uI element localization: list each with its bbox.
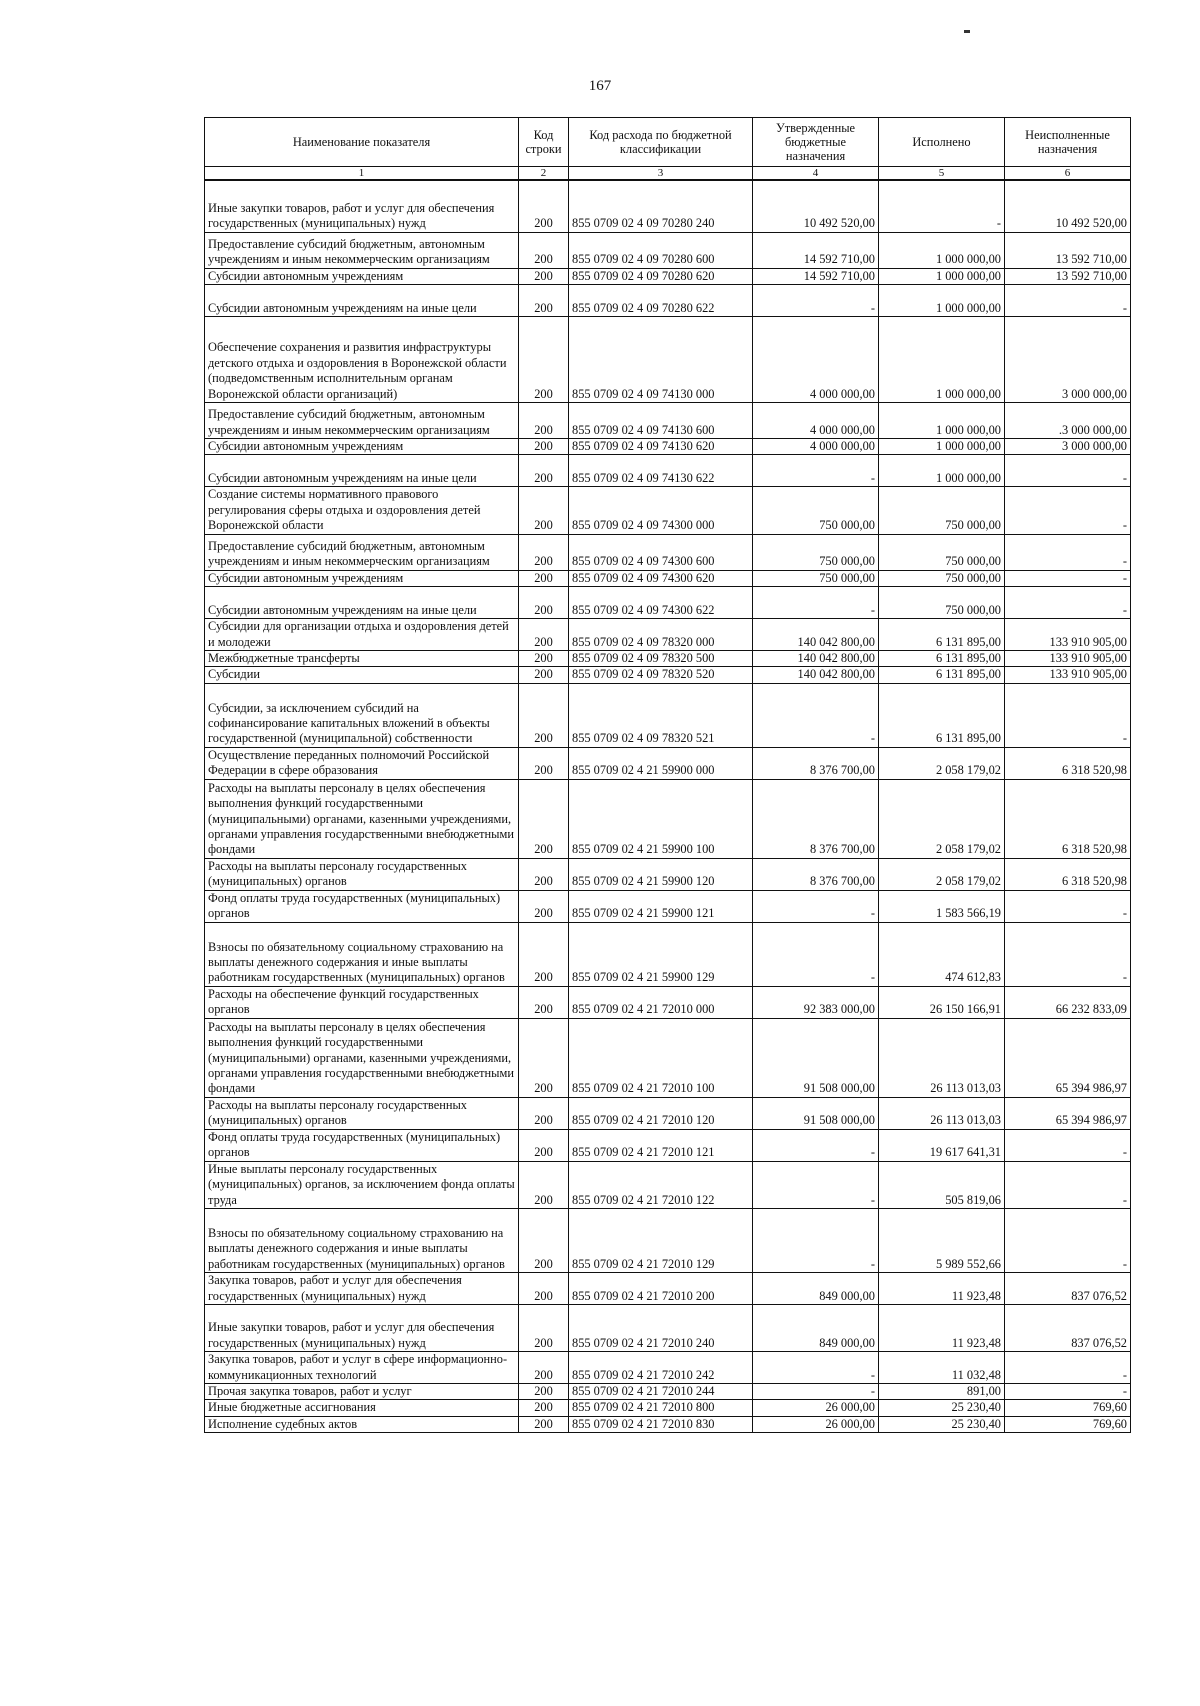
- table-row: [205, 747, 1131, 779]
- table-row: [205, 1400, 1131, 1416]
- row-executed: 25 230,40: [879, 1416, 1005, 1432]
- column-number: 4: [753, 167, 879, 181]
- table-row: [205, 316, 1131, 402]
- row-executed: 1 583 566,19: [879, 890, 1005, 922]
- row-executed: 26 113 013,03: [879, 1097, 1005, 1129]
- scan-mark: [964, 30, 970, 33]
- row-budget-code: 855 0709 02 4 09 74300 000: [569, 487, 753, 534]
- row-line-code: 200: [519, 779, 569, 858]
- row-budget-code: 855 0709 02 4 09 74300 622: [569, 586, 753, 618]
- table-row: [205, 402, 1131, 438]
- row-line-code: 200: [519, 986, 569, 1018]
- row-line-code: 200: [519, 438, 569, 454]
- header-approved: Утвержденные бюджетные назначения: [753, 118, 879, 167]
- row-name: Прочая закупка товаров, работ и услуг: [205, 1383, 519, 1399]
- row-line-code: 200: [519, 1208, 569, 1272]
- table-row: [205, 1208, 1131, 1272]
- row-budget-code: 855 0709 02 4 09 78320 500: [569, 650, 753, 666]
- row-unexecuted: -: [1005, 586, 1131, 618]
- row-line-code: 200: [519, 180, 569, 232]
- row-approved: -: [753, 922, 879, 986]
- row-budget-code: 855 0709 02 4 09 74130 620: [569, 438, 753, 454]
- row-unexecuted: 65 394 986,97: [1005, 1097, 1131, 1129]
- row-unexecuted: -: [1005, 1129, 1131, 1161]
- row-name: Субсидии автономным учреждениям на иные цели: [205, 455, 519, 487]
- row-unexecuted: -: [1005, 890, 1131, 922]
- row-budget-code: 855 0709 02 4 09 78320 521: [569, 683, 753, 747]
- row-name: Предоставление субсидий бюджетным, автономным учреждениям и иным некоммерческим организациям: [205, 534, 519, 570]
- row-budget-code: 855 0709 02 4 21 72010 100: [569, 1018, 753, 1097]
- row-line-code: 200: [519, 922, 569, 986]
- row-name: Иные выплаты персоналу государственных (муниципальных) органов, за исключением фонда оплаты труда: [205, 1161, 519, 1208]
- row-budget-code: 855 0709 02 4 09 70280 240: [569, 180, 753, 232]
- table-row: [205, 1383, 1131, 1399]
- table-row: [205, 779, 1131, 858]
- row-executed: 1 000 000,00: [879, 284, 1005, 316]
- row-unexecuted: 66 232 833,09: [1005, 986, 1131, 1018]
- row-budget-code: 855 0709 02 4 21 72010 242: [569, 1351, 753, 1383]
- row-line-code: 200: [519, 1416, 569, 1432]
- row-budget-code: 855 0709 02 4 21 72010 120: [569, 1097, 753, 1129]
- row-executed: 1 000 000,00: [879, 316, 1005, 402]
- row-executed: 750 000,00: [879, 570, 1005, 586]
- row-line-code: 200: [519, 667, 569, 683]
- row-unexecuted: -: [1005, 1161, 1131, 1208]
- row-line-code: 200: [519, 650, 569, 666]
- row-budget-code: 855 0709 02 4 09 74300 620: [569, 570, 753, 586]
- row-name: Предоставление субсидий бюджетным, автономным учреждениям и иным некоммерческим организациям: [205, 232, 519, 268]
- row-approved: 750 000,00: [753, 534, 879, 570]
- row-executed: 25 230,40: [879, 1400, 1005, 1416]
- row-unexecuted: 65 394 986,97: [1005, 1018, 1131, 1097]
- row-name: Субсидии: [205, 667, 519, 683]
- row-executed: 2 058 179,02: [879, 747, 1005, 779]
- row-line-code: 200: [519, 570, 569, 586]
- table-row: [205, 1272, 1131, 1304]
- table-row: [205, 1129, 1131, 1161]
- table-row: [205, 438, 1131, 454]
- table-row: [205, 1416, 1131, 1432]
- row-approved: 4 000 000,00: [753, 402, 879, 438]
- row-line-code: 200: [519, 487, 569, 534]
- row-name: Субсидии автономным учреждениям: [205, 438, 519, 454]
- row-unexecuted: -: [1005, 1351, 1131, 1383]
- row-unexecuted: -: [1005, 284, 1131, 316]
- row-unexecuted: -: [1005, 683, 1131, 747]
- row-line-code: 200: [519, 1400, 569, 1416]
- row-name: Взносы по обязательному социальному страхованию на выплаты денежного содержания и иные выплаты работникам государственных (муниципальных) органов: [205, 922, 519, 986]
- row-approved: 14 592 710,00: [753, 268, 879, 284]
- row-budget-code: 855 0709 02 4 21 72010 129: [569, 1208, 753, 1272]
- row-name: Субсидии автономным учреждениям: [205, 570, 519, 586]
- table-row: [205, 586, 1131, 618]
- row-budget-code: 855 0709 02 4 21 72010 800: [569, 1400, 753, 1416]
- row-budget-code: 855 0709 02 4 09 70280 620: [569, 268, 753, 284]
- table-row: [205, 667, 1131, 683]
- row-line-code: 200: [519, 1097, 569, 1129]
- row-budget-code: 855 0709 02 4 09 78320 520: [569, 667, 753, 683]
- row-name: Субсидии для организации отдыха и оздоровления детей и молодежи: [205, 618, 519, 650]
- row-executed: 11 923,48: [879, 1304, 1005, 1351]
- row-executed: 11 032,48: [879, 1351, 1005, 1383]
- row-approved: -: [753, 1351, 879, 1383]
- row-executed: 1 000 000,00: [879, 438, 1005, 454]
- row-executed: 26 113 013,03: [879, 1018, 1005, 1097]
- row-approved: -: [753, 1161, 879, 1208]
- row-executed: 750 000,00: [879, 586, 1005, 618]
- row-approved: 140 042 800,00: [753, 618, 879, 650]
- row-name: Межбюджетные трансферты: [205, 650, 519, 666]
- column-number: 2: [519, 167, 569, 181]
- row-unexecuted: 6 318 520,98: [1005, 858, 1131, 890]
- table-row: [205, 890, 1131, 922]
- row-approved: -: [753, 1383, 879, 1399]
- row-executed: 5 989 552,66: [879, 1208, 1005, 1272]
- row-line-code: 200: [519, 455, 569, 487]
- row-line-code: 200: [519, 268, 569, 284]
- row-executed: 750 000,00: [879, 487, 1005, 534]
- table-row: [205, 455, 1131, 487]
- row-name: Субсидии автономным учреждениям на иные цели: [205, 284, 519, 316]
- row-unexecuted: 10 492 520,00: [1005, 180, 1131, 232]
- row-line-code: 200: [519, 618, 569, 650]
- row-approved: -: [753, 1129, 879, 1161]
- row-unexecuted: 13 592 710,00: [1005, 232, 1131, 268]
- table-row: [205, 650, 1131, 666]
- row-name: Расходы на выплаты персоналу в целях обеспечения выполнения функций государственными (муниципальными) органами, казенными учреждениями, органами управления государственными внебюджетными фондами: [205, 779, 519, 858]
- row-executed: 6 131 895,00: [879, 650, 1005, 666]
- row-approved: 26 000,00: [753, 1400, 879, 1416]
- row-line-code: 200: [519, 534, 569, 570]
- row-unexecuted: 3 000 000,00: [1005, 316, 1131, 402]
- row-unexecuted: 133 910 905,00: [1005, 650, 1131, 666]
- row-approved: 750 000,00: [753, 487, 879, 534]
- table-header-row: [205, 118, 1131, 167]
- row-line-code: 200: [519, 1129, 569, 1161]
- row-name: Расходы на обеспечение функций государственных органов: [205, 986, 519, 1018]
- row-name: Фонд оплаты труда государственных (муниципальных) органов: [205, 890, 519, 922]
- row-executed: 6 131 895,00: [879, 618, 1005, 650]
- row-unexecuted: 769,60: [1005, 1400, 1131, 1416]
- row-name: Закупка товаров, работ и услуг для обеспечения государственных (муниципальных) нужд: [205, 1272, 519, 1304]
- column-number-row: [205, 167, 1131, 181]
- row-executed: -: [879, 180, 1005, 232]
- row-approved: 4 000 000,00: [753, 316, 879, 402]
- row-unexecuted: 3 000 000,00: [1005, 438, 1131, 454]
- row-approved: 10 492 520,00: [753, 180, 879, 232]
- row-approved: 849 000,00: [753, 1272, 879, 1304]
- row-budget-code: 855 0709 02 4 21 59900 000: [569, 747, 753, 779]
- row-approved: 8 376 700,00: [753, 747, 879, 779]
- row-unexecuted: -: [1005, 455, 1131, 487]
- row-executed: 1 000 000,00: [879, 268, 1005, 284]
- row-line-code: 200: [519, 858, 569, 890]
- row-executed: 26 150 166,91: [879, 986, 1005, 1018]
- row-approved: -: [753, 1208, 879, 1272]
- table-row: [205, 570, 1131, 586]
- column-number: 5: [879, 167, 1005, 181]
- row-approved: 91 508 000,00: [753, 1018, 879, 1097]
- row-budget-code: 855 0709 02 4 21 59900 129: [569, 922, 753, 986]
- table-row: [205, 1304, 1131, 1351]
- row-unexecuted: .3 000 000,00: [1005, 402, 1131, 438]
- row-executed: 2 058 179,02: [879, 858, 1005, 890]
- row-line-code: 200: [519, 1018, 569, 1097]
- row-name: Взносы по обязательному социальному страхованию на выплаты денежного содержания и иные выплаты работникам государственных (муниципальных) органов: [205, 1208, 519, 1272]
- row-approved: -: [753, 284, 879, 316]
- row-name: Предоставление субсидий бюджетным, автономным учреждениям и иным некоммерческим организациям: [205, 402, 519, 438]
- header-unexecuted: Неисполненные назначения: [1005, 118, 1131, 167]
- row-approved: 750 000,00: [753, 570, 879, 586]
- row-unexecuted: -: [1005, 570, 1131, 586]
- row-executed: 1 000 000,00: [879, 455, 1005, 487]
- header-executed: Исполнено: [879, 118, 1005, 167]
- table-row: [205, 284, 1131, 316]
- table-row: [205, 858, 1131, 890]
- table-row: [205, 683, 1131, 747]
- row-budget-code: 855 0709 02 4 21 59900 100: [569, 779, 753, 858]
- table-row: [205, 180, 1131, 232]
- row-executed: 474 612,83: [879, 922, 1005, 986]
- row-approved: -: [753, 455, 879, 487]
- row-budget-code: 855 0709 02 4 21 59900 120: [569, 858, 753, 890]
- row-name: Иные закупки товаров, работ и услуг для обеспечения государственных (муниципальных) нужд: [205, 180, 519, 232]
- row-unexecuted: 6 318 520,98: [1005, 747, 1131, 779]
- row-budget-code: 855 0709 02 4 21 72010 200: [569, 1272, 753, 1304]
- row-approved: 140 042 800,00: [753, 650, 879, 666]
- table-row: [205, 922, 1131, 986]
- row-line-code: 200: [519, 402, 569, 438]
- table-row: [205, 268, 1131, 284]
- row-approved: 8 376 700,00: [753, 779, 879, 858]
- table-row: [205, 487, 1131, 534]
- row-budget-code: 855 0709 02 4 09 74130 622: [569, 455, 753, 487]
- header-budget-code: Код расхода по бюджетной классификации: [569, 118, 753, 167]
- table-row: [205, 1161, 1131, 1208]
- row-budget-code: 855 0709 02 4 09 74130 000: [569, 316, 753, 402]
- row-approved: 4 000 000,00: [753, 438, 879, 454]
- row-executed: 2 058 179,02: [879, 779, 1005, 858]
- row-budget-code: 855 0709 02 4 21 72010 122: [569, 1161, 753, 1208]
- row-unexecuted: -: [1005, 534, 1131, 570]
- row-approved: 14 592 710,00: [753, 232, 879, 268]
- row-executed: 6 131 895,00: [879, 667, 1005, 683]
- row-budget-code: 855 0709 02 4 21 72010 121: [569, 1129, 753, 1161]
- table-row: [205, 534, 1131, 570]
- row-budget-code: 855 0709 02 4 21 72010 240: [569, 1304, 753, 1351]
- row-executed: 11 923,48: [879, 1272, 1005, 1304]
- row-unexecuted: -: [1005, 1208, 1131, 1272]
- row-name: Закупка товаров, работ и услуг в сфере информационно-коммуникационных технологий: [205, 1351, 519, 1383]
- row-line-code: 200: [519, 232, 569, 268]
- row-line-code: 200: [519, 586, 569, 618]
- row-name: Создание системы нормативного правового регулирования сферы отдыха и оздоровления детей Воронежской области: [205, 487, 519, 534]
- row-approved: 140 042 800,00: [753, 667, 879, 683]
- row-name: Иные бюджетные ассигнования: [205, 1400, 519, 1416]
- row-name: Субсидии, за исключением субсидий на софинансирование капитальных вложений в объекты государственной (муниципальной) собственности: [205, 683, 519, 747]
- row-unexecuted: -: [1005, 1383, 1131, 1399]
- row-name: Субсидии автономным учреждениям на иные цели: [205, 586, 519, 618]
- row-unexecuted: 133 910 905,00: [1005, 667, 1131, 683]
- table-row: [205, 618, 1131, 650]
- row-budget-code: 855 0709 02 4 21 59900 121: [569, 890, 753, 922]
- row-name: Субсидии автономным учреждениям: [205, 268, 519, 284]
- row-executed: 1 000 000,00: [879, 402, 1005, 438]
- row-line-code: 200: [519, 683, 569, 747]
- row-budget-code: 855 0709 02 4 21 72010 830: [569, 1416, 753, 1432]
- row-line-code: 200: [519, 316, 569, 402]
- row-budget-code: 855 0709 02 4 09 74300 600: [569, 534, 753, 570]
- row-line-code: 200: [519, 1351, 569, 1383]
- row-executed: 750 000,00: [879, 534, 1005, 570]
- row-line-code: 200: [519, 747, 569, 779]
- row-unexecuted: 769,60: [1005, 1416, 1131, 1432]
- header-name: Наименование показателя: [205, 118, 519, 167]
- row-executed: 1 000 000,00: [879, 232, 1005, 268]
- row-line-code: 200: [519, 284, 569, 316]
- row-unexecuted: 6 318 520,98: [1005, 779, 1131, 858]
- table-row: [205, 986, 1131, 1018]
- header-line-code: Код строки: [519, 118, 569, 167]
- row-approved: -: [753, 683, 879, 747]
- budget-execution-table: [204, 117, 1131, 1433]
- row-approved: 26 000,00: [753, 1416, 879, 1432]
- row-name: Иные закупки товаров, работ и услуг для обеспечения государственных (муниципальных) нужд: [205, 1304, 519, 1351]
- row-budget-code: 855 0709 02 4 21 72010 244: [569, 1383, 753, 1399]
- row-approved: 92 383 000,00: [753, 986, 879, 1018]
- row-unexecuted: 13 592 710,00: [1005, 268, 1131, 284]
- row-executed: 6 131 895,00: [879, 683, 1005, 747]
- column-number: 3: [569, 167, 753, 181]
- row-executed: 19 617 641,31: [879, 1129, 1005, 1161]
- row-name: Фонд оплаты труда государственных (муниципальных) органов: [205, 1129, 519, 1161]
- row-approved: 91 508 000,00: [753, 1097, 879, 1129]
- row-name: Осуществление переданных полномочий Российской Федерации в сфере образования: [205, 747, 519, 779]
- row-approved: 8 376 700,00: [753, 858, 879, 890]
- row-line-code: 200: [519, 1161, 569, 1208]
- row-unexecuted: 837 076,52: [1005, 1272, 1131, 1304]
- row-line-code: 200: [519, 1272, 569, 1304]
- row-approved: -: [753, 586, 879, 618]
- row-budget-code: 855 0709 02 4 09 70280 600: [569, 232, 753, 268]
- row-executed: 891,00: [879, 1383, 1005, 1399]
- row-name: Исполнение судебных актов: [205, 1416, 519, 1432]
- row-name: Расходы на выплаты персоналу государственных (муниципальных) органов: [205, 1097, 519, 1129]
- column-number: 6: [1005, 167, 1131, 181]
- column-number: 1: [205, 167, 519, 181]
- table-row: [205, 232, 1131, 268]
- table-row: [205, 1351, 1131, 1383]
- row-unexecuted: 837 076,52: [1005, 1304, 1131, 1351]
- row-name: Расходы на выплаты персоналу государственных (муниципальных) органов: [205, 858, 519, 890]
- row-approved: -: [753, 890, 879, 922]
- table-row: [205, 1097, 1131, 1129]
- row-budget-code: 855 0709 02 4 09 70280 622: [569, 284, 753, 316]
- row-budget-code: 855 0709 02 4 21 72010 000: [569, 986, 753, 1018]
- table-row: [205, 1018, 1131, 1097]
- row-line-code: 200: [519, 1383, 569, 1399]
- row-unexecuted: -: [1005, 922, 1131, 986]
- row-unexecuted: 133 910 905,00: [1005, 618, 1131, 650]
- row-line-code: 200: [519, 1304, 569, 1351]
- row-budget-code: 855 0709 02 4 09 74130 600: [569, 402, 753, 438]
- row-line-code: 200: [519, 890, 569, 922]
- row-unexecuted: -: [1005, 487, 1131, 534]
- row-name: Обеспечение сохранения и развития инфраструктуры детского отдыха и оздоровления в Воронежской области (подведомственным исполнительным органам Воронежской области организаций): [205, 316, 519, 402]
- row-executed: 505 819,06: [879, 1161, 1005, 1208]
- page-number: 167: [588, 78, 612, 94]
- row-name: Расходы на выплаты персоналу в целях обеспечения выполнения функций государственными (муниципальными) органами, казенными учреждениями, органами управления государственными внебюджетными фондами: [205, 1018, 519, 1097]
- row-budget-code: 855 0709 02 4 09 78320 000: [569, 618, 753, 650]
- row-approved: 849 000,00: [753, 1304, 879, 1351]
